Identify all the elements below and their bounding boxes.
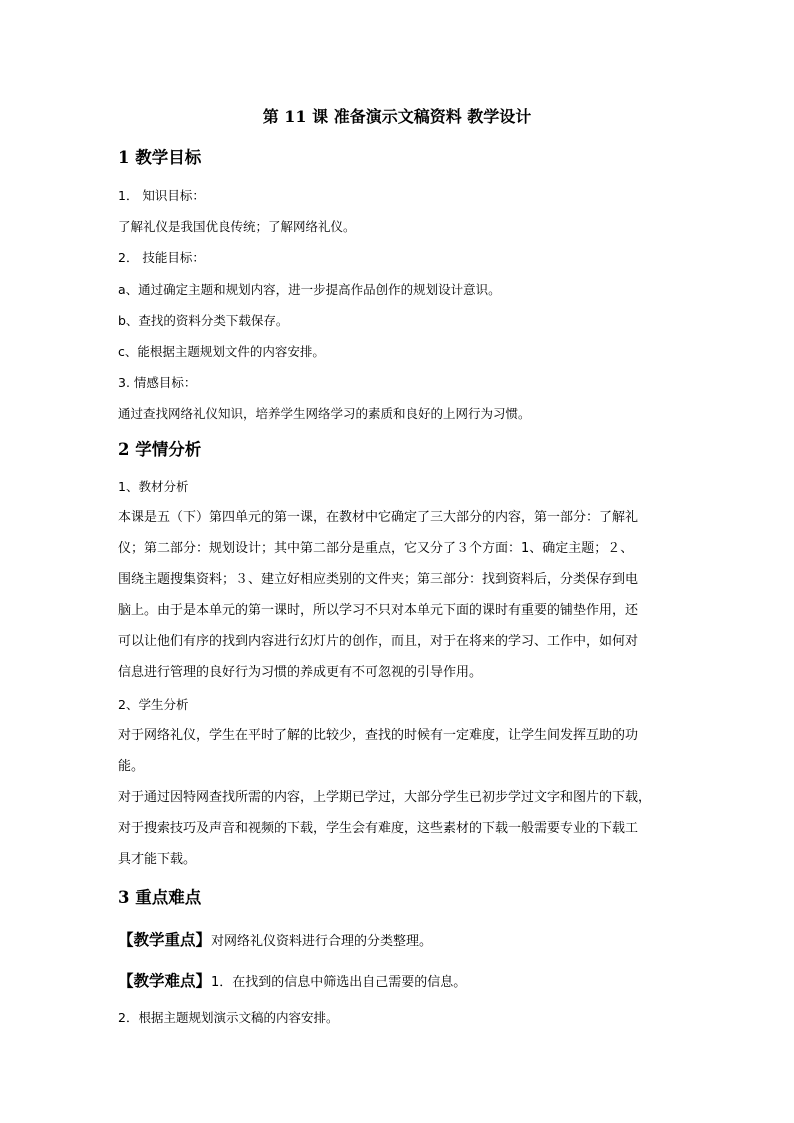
objective-skill-a: a、通过确定主题和规划内容，进一步提高作品创作的规划设计意识。 bbox=[118, 282, 501, 297]
document-title: 第 11 课 准备演示文稿资料 教学设计 bbox=[262, 107, 532, 126]
objective-emotion-label: 3. 情感目标： bbox=[118, 375, 197, 390]
difficulty-label: 【教学难点】 bbox=[118, 971, 212, 990]
section-heading-objectives: 1 教学目标 bbox=[118, 148, 202, 167]
paragraph-line: 对于通过因特网查找所需的内容，上学期已学过，大部分学生已初步学过文字和图片的下载， bbox=[118, 790, 652, 805]
paragraph-line: 具才能下载。 bbox=[118, 852, 197, 867]
difficulty-row bbox=[118, 970, 466, 994]
subheading-students: 2、学生分析 bbox=[118, 697, 189, 712]
paragraph-line: 对于搜索技巧及声音和视频的下载，学生会有难度，这些素材的下载一般需要专业的下载工 bbox=[118, 821, 639, 836]
subheading-textbook: 1、教材分析 bbox=[118, 479, 189, 494]
objective-knowledge-label: 1． 知识目标： bbox=[118, 188, 205, 203]
paragraph-textbook bbox=[118, 502, 676, 688]
paragraph-line: 可以让他们有序的找到内容进行幻灯片的创作，而且，对于在将来的学习、工作中，如何对 bbox=[118, 634, 639, 649]
paragraph-line: 脑上。由于是本单元的第一课时，所以学习不只对本单元下面的课时有重要的铺垫作用，还 bbox=[118, 603, 639, 618]
difficulty-text-2: 2．根据主题规划演示文稿的内容安排。 bbox=[118, 1010, 339, 1025]
paragraph-students-2 bbox=[118, 782, 676, 875]
objective-skill-label: 2． 技能目标： bbox=[118, 250, 205, 265]
paragraph-line: 围绕主题搜集资料；３、建立好相应类别的文件夹；第三部分：找到资料后，分类保存到电 bbox=[118, 572, 639, 587]
section-heading-key-points: 3 重点难点 bbox=[118, 888, 202, 907]
objective-knowledge-text: 了解礼仪是我国优良传统；了解网络礼仪。 bbox=[118, 219, 356, 234]
paragraph-students-1 bbox=[118, 720, 676, 782]
objective-skill-c: c、能根据主题规划文件的内容安排。 bbox=[118, 344, 325, 359]
key-point-row bbox=[118, 929, 432, 953]
difficulty-text: 1．在找到的信息中筛选出自己需要的信息。 bbox=[211, 975, 467, 990]
paragraph-line: 仪；第二部分：规划设计；其中第二部分是重点，它又分了３个方面：1、确定主题；２、 bbox=[118, 541, 634, 556]
paragraph-line: 对于网络礼仪，学生在平时了解的比较少，查找的时候有一定难度，让学生间发挥互助的功 bbox=[118, 728, 639, 743]
objective-skill-b: b、查找的资料分类下载保存。 bbox=[118, 313, 289, 328]
key-point-text: 对网络礼仪资料进行合理的分类整理。 bbox=[211, 934, 433, 949]
objective-emotion-text: 通过查找网络礼仪知识，培养学生网络学习的素质和良好的上网行为习惯。 bbox=[118, 406, 531, 421]
paragraph-line: 信息进行管理的良好行为习惯的养成更有不可忽视的引导作用。 bbox=[118, 665, 483, 680]
section-heading-analysis: 2 学情分析 bbox=[118, 440, 202, 459]
key-point-label: 【教学重点】 bbox=[118, 930, 212, 949]
paragraph-line: 本课是五（下）第四单元的第一课，在教材中它确定了三大部分的内容，第一部分：了解礼 bbox=[118, 510, 639, 525]
paragraph-line: 能。 bbox=[118, 759, 145, 774]
